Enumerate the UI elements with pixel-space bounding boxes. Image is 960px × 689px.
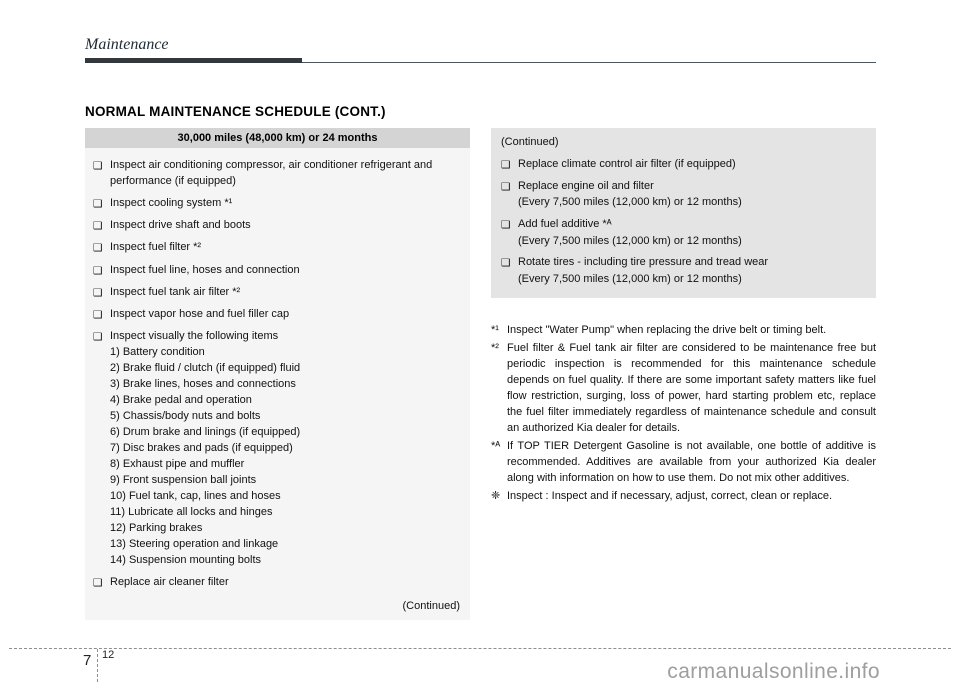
checklist-row	[93, 285, 462, 301]
checklist-item-text: Inspect fuel tank air filter *²	[110, 285, 241, 298]
checklist-item-text: (Every 7,500 miles (12,000 km) or 12 months)	[518, 272, 742, 285]
footnote-marker: *¹	[491, 323, 499, 336]
footnote-marker: *²	[491, 341, 499, 354]
checklist-item-text: Add fuel additive *ᴬ	[518, 218, 612, 231]
checklist-item-text: Inspect fuel line, hoses and connection	[110, 263, 300, 276]
checklist-row	[93, 329, 462, 345]
header-rule	[85, 58, 876, 63]
checkbox-icon	[93, 409, 110, 425]
chapter-number: 7	[83, 652, 92, 669]
checklist-row	[93, 441, 462, 457]
checklist-row	[93, 218, 462, 234]
checklist-item-text: Rotate tires - including tire pressure and tread wear	[518, 256, 769, 269]
checklist-item-text: Inspect visually the following items	[110, 330, 279, 343]
checkbox-icon	[93, 393, 110, 409]
checklist-row	[93, 158, 462, 190]
checklist-row	[93, 393, 462, 409]
checklist-row	[501, 272, 866, 288]
checklist-item-text: 3) Brake lines, hoses and connections	[110, 378, 296, 391]
maintenance-schedule-table	[85, 128, 470, 620]
checklist-row	[501, 255, 866, 271]
checkbox-icon	[501, 234, 518, 250]
checkbox-icon	[501, 195, 518, 211]
watermark: carmanualsonline.info	[667, 660, 880, 683]
checkbox-icon: ❑	[93, 308, 103, 321]
section-header	[85, 36, 876, 63]
checkbox-icon	[93, 489, 110, 505]
checkbox-icon	[93, 457, 110, 473]
checklist-item-text: Inspect vapor hose and fuel filler cap	[110, 307, 290, 320]
checklist-row	[93, 425, 462, 441]
checklist-row	[93, 240, 462, 256]
footnote-text: If TOP TIER Detergent Gasoline is not available, one bottle of additive is recommended. Additives are available from your authorized Kia dealer along with information on how to use them. Do not mix other additives.	[507, 439, 876, 485]
right-column	[491, 128, 876, 620]
checklist-item-text: Inspect fuel filter *²	[110, 241, 202, 254]
checklist-row	[93, 575, 462, 591]
footnotes-section	[491, 322, 876, 505]
checklist-item-text: 12) Parking brakes	[110, 521, 203, 534]
checklist-row	[93, 377, 462, 393]
checklist-item-text: 9) Front suspension ball joints	[110, 473, 257, 486]
left-column	[85, 128, 470, 620]
continued-label: (Continued)	[501, 136, 559, 148]
footnote-text: Fuel filter & Fuel tank air filter are considered to be maintenance free but periodic inspection is recommended for this maintenance schedule depends on fuel quality. If there are some important safety matters like fuel flow restriction, surging, loss of power, hard starting problem etc, replace the fuel filter immediately regardless of maintenance schedule and consult an authorized Kia dealer for details.	[507, 341, 876, 434]
checklist-row	[93, 457, 462, 473]
checklist-row	[93, 361, 462, 377]
checkbox-icon	[93, 521, 110, 537]
footnote-text: Inspect "Water Pump" when replacing the drive belt or timing belt.	[507, 323, 827, 336]
checkbox-icon	[93, 425, 110, 441]
continued-label: (Continued)	[402, 599, 460, 612]
checklist-item-text: 2) Brake fluid / clutch (if equipped) fluid	[110, 362, 301, 375]
page-title: NORMAL MAINTENANCE SCHEDULE (CONT.)	[85, 104, 386, 119]
checklist-item-text: (Every 7,500 miles (12,000 km) or 12 months)	[518, 234, 742, 247]
header-rule-thick	[85, 58, 302, 63]
checkbox-icon	[93, 377, 110, 393]
checklist-item-text: 5) Chassis/body nuts and bolts	[110, 410, 261, 423]
checklist-item-text: Replace engine oil and filter	[518, 180, 654, 193]
checkbox-icon: ❑	[501, 257, 511, 270]
checklist-row	[501, 234, 866, 250]
section-title: Maintenance	[85, 36, 169, 53]
checklist-item-text: 7) Disc brakes and pads (if equipped)	[110, 442, 293, 455]
content-columns	[85, 128, 876, 620]
checklist-item-text: 13) Steering operation and linkage	[110, 537, 279, 550]
checklist-item-text: Inspect drive shaft and boots	[110, 219, 251, 232]
footnote-text: Inspect : Inspect and if necessary, adjust, correct, clean or replace.	[507, 490, 833, 503]
checklist-item-text: (Every 7,500 miles (12,000 km) or 12 months)	[518, 196, 742, 209]
checklist-row	[93, 345, 462, 361]
footer-divider	[9, 648, 951, 649]
footnote	[491, 340, 876, 436]
table-header-interval: 30,000 miles (48,000 km) or 24 months	[85, 128, 470, 148]
checkbox-icon	[93, 441, 110, 457]
checklist-row	[93, 263, 462, 279]
checklist-row	[501, 179, 866, 195]
checklist-item-text: 11) Lubricate all locks and hinges	[110, 505, 273, 518]
checkbox-icon: ❑	[93, 220, 103, 233]
checklist-item-text: Inspect air conditioning compressor, air conditioner refrigerant and performance (if equipped)	[110, 159, 433, 187]
checkbox-icon: ❑	[501, 219, 511, 232]
checkbox-icon: ❑	[93, 264, 103, 277]
checkbox-icon	[93, 537, 110, 553]
checkbox-icon: ❑	[501, 181, 511, 194]
page-number: 12	[102, 649, 115, 661]
checklist-row	[93, 473, 462, 489]
checklist-row	[93, 409, 462, 425]
checkbox-icon	[93, 505, 110, 521]
footnote-marker: ❈	[491, 490, 501, 503]
checkbox-icon: ❑	[93, 576, 103, 589]
checklist-item-text: 1) Battery condition	[110, 346, 205, 359]
checkbox-icon	[93, 553, 110, 569]
checklist-item-text: 10) Fuel tank, cap, lines and hoses	[110, 489, 281, 502]
checklist-row	[93, 196, 462, 212]
checklist-item-text: Replace climate control air filter (if equipped)	[518, 157, 736, 170]
checklist-row	[93, 307, 462, 323]
footnote-marker: *ᴬ	[491, 439, 501, 452]
checklist-row	[93, 537, 462, 553]
checkbox-icon	[93, 361, 110, 377]
checklist-row	[501, 157, 866, 173]
checklist-item-text: 4) Brake pedal and operation	[110, 394, 252, 407]
checklist-row	[93, 505, 462, 521]
header-rule-thin	[302, 62, 876, 63]
checklist-row	[501, 195, 866, 211]
checklist-row	[93, 521, 462, 537]
footnote	[491, 488, 876, 504]
checklist-item-text: 8) Exhaust pipe and muffler	[110, 457, 245, 470]
footnote	[491, 322, 876, 338]
footer-vertical-divider	[97, 649, 98, 682]
checkbox-icon	[93, 345, 110, 361]
checklist-item-text: 6) Drum brake and linings (if equipped)	[110, 426, 301, 439]
checklist-item-text: Inspect cooling system *¹	[110, 196, 233, 209]
checkbox-icon: ❑	[93, 331, 103, 344]
checkbox-icon: ❑	[501, 158, 511, 171]
checklist-row	[501, 217, 866, 233]
checklist-row	[93, 553, 462, 569]
checklist-item-text: Replace air cleaner filter	[110, 575, 229, 588]
table-body	[85, 148, 470, 620]
checklist-item-text: 14) Suspension mounting bolts	[110, 553, 262, 566]
checkbox-icon: ❑	[93, 242, 103, 255]
checklist-row	[93, 489, 462, 505]
checkbox-icon: ❑	[93, 197, 103, 210]
checkbox-icon: ❑	[93, 160, 103, 172]
checkbox-icon: ❑	[93, 286, 103, 299]
continued-items-box	[491, 128, 876, 298]
checkbox-icon	[93, 473, 110, 489]
checkbox-icon	[501, 272, 518, 288]
footnote	[491, 438, 876, 486]
